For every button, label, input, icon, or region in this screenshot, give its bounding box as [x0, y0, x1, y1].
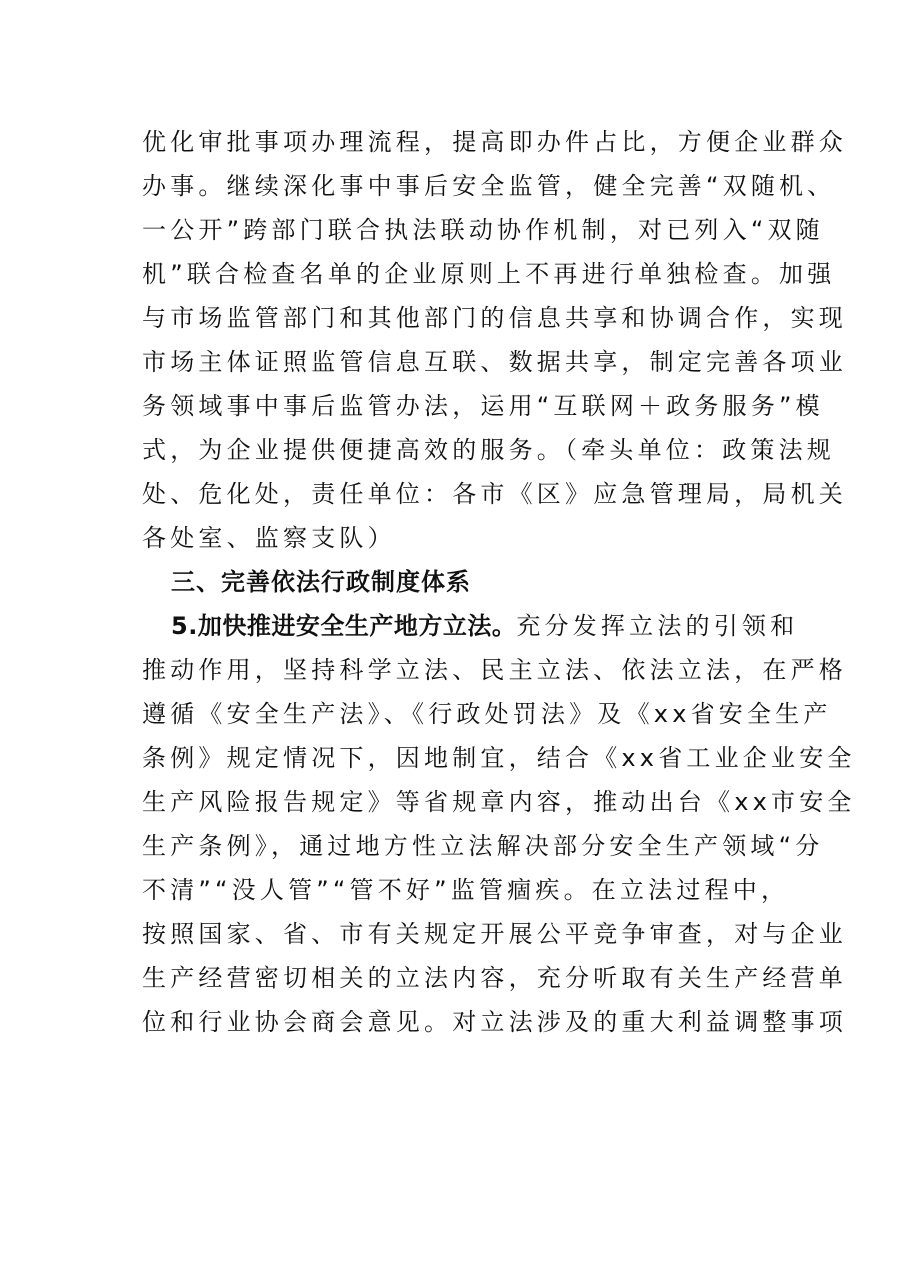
- paragraph-line: 条例》规定情况下，因地制宜，结合《xx省工业企业安全: [142, 744, 856, 772]
- paragraph-line: 式，为企业提供便捷高效的服务。（牵头单位：政策法规: [142, 436, 835, 464]
- paragraph-line: 务领域事中事后监管办法，运用“互联网＋政务服务”模: [142, 392, 824, 420]
- article-title: 5.加快推进安全生产地方立法。: [171, 612, 517, 640]
- paragraph-line: 位和行业协会商会意见。对立法涉及的重大利益调整事项: [142, 1008, 847, 1036]
- paragraph-line: 推动作用，坚持科学立法、民主立法、依法立法，在严格: [142, 656, 847, 684]
- paragraph-text: 充分发挥立法的引领和: [516, 612, 799, 640]
- paragraph-first-line: [171, 611, 799, 641]
- paragraph-line: 一公开”跨部门联合执法联动协作机制，对已列入“双随: [142, 216, 824, 244]
- paragraph-line: 与市场监管部门和其他部门的信息共享和协调合作，实现: [142, 304, 847, 332]
- paragraph-line: 办事。继续深化事中事后安全监管，健全完善“双随机、: [142, 172, 836, 200]
- paragraph-line: 各处室、监察支队）: [142, 524, 396, 552]
- section-heading: 三、完善依法行政制度体系: [171, 568, 471, 596]
- paragraph-line: 优化审批事项办理流程，提高即办件占比，方便企业群众: [142, 128, 847, 156]
- paragraph-line: 市场主体证照监管信息互联、数据共享，制定完善各项业: [142, 348, 847, 376]
- paragraph-line: 生产经营密切相关的立法内容，充分听取有关生产经营单: [142, 964, 847, 992]
- paragraph-line: 机”联合检查名单的企业原则上不再进行单独检查。加强: [142, 260, 836, 288]
- paragraph-line: 按照国家、省、市有关规定开展公平竞争审查，对与企业: [142, 920, 847, 948]
- paragraph-line: 处、危化处，责任单位：各市《区》应急管理局，局机关: [142, 480, 847, 508]
- paragraph-line: 遵循《安全生产法》、《行政处罚法》及《xx省安全生产: [142, 700, 832, 728]
- paragraph-line: 生产风险报告规定》等省规章内容，推动出台《xx市安全: [142, 788, 856, 816]
- paragraph-line: 生产条例》，通过地方性立法解决部分安全生产领域“分: [142, 832, 824, 860]
- paragraph-line: 不清”“没人管”“管不好”监管痼疾。在立法过程中，: [142, 876, 790, 904]
